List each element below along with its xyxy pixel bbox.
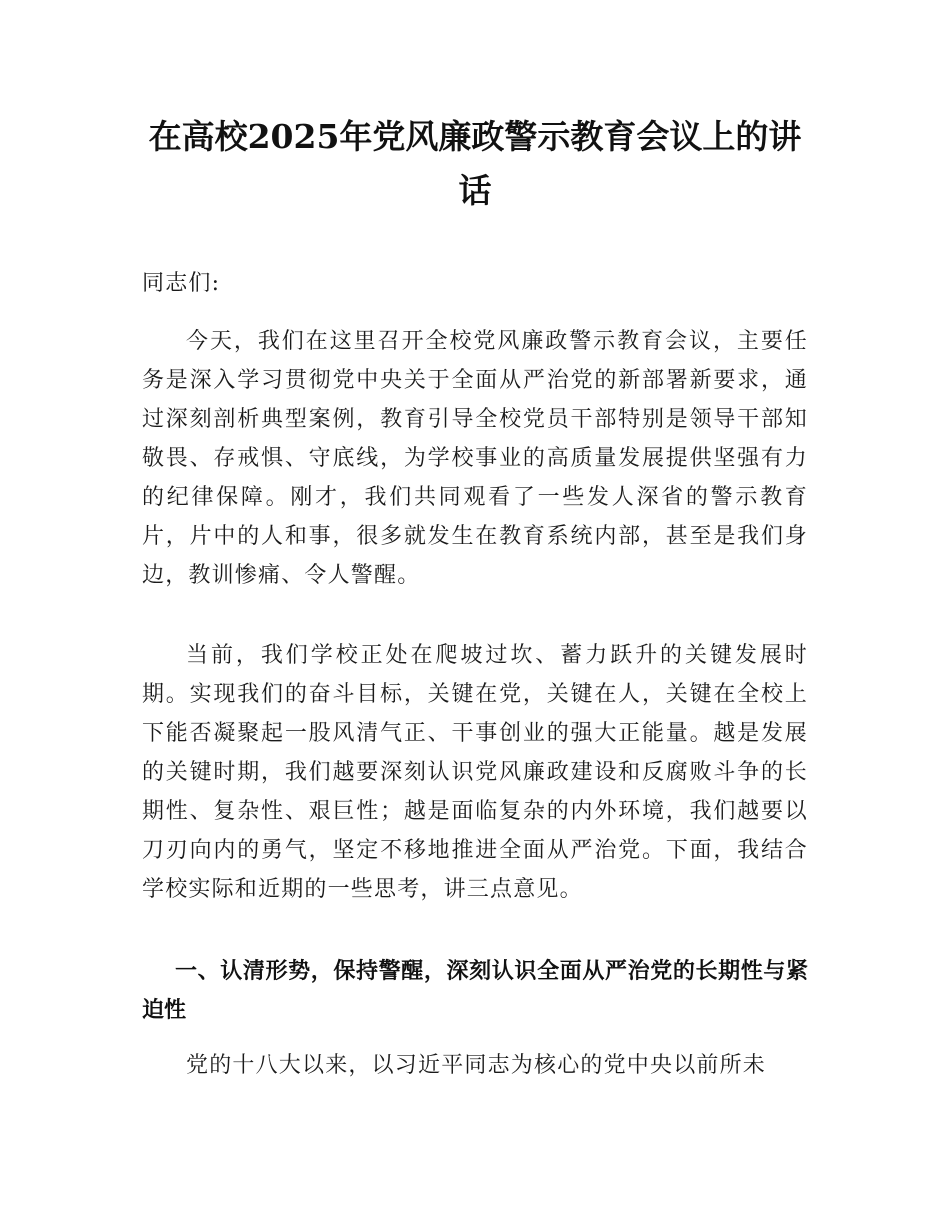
document-title: 在高校2025年党风廉政警示教育会议上的讲话	[148, 117, 802, 210]
paragraph-1: 今天，我们在这里召开全校党风廉政警示教育会议，主要任务是深入学习贯彻党中央关于全面从严治党的新部署新要求，通过深刻剖析典型案例，教育引导全校党员干部特别是领导干部知敬畏、存戒惧、守底线，为学校事业的高质量发展提供坚强有力的纪律保障。刚才，我们共同观看了一些发人深省的警示教育片，片中的人和事，很多就发生在教育系统内部，甚至是我们身边，教训惨痛、令人警醒。	[142, 329, 808, 588]
paragraph-2: 当前，我们学校正处在爬坡过坎、蓄力跃升的关键发展时期。实现我们的奋斗目标，关键在党，关键在人，关键在全校上下能否凝聚起一股风清气正、干事创业的强大正能量。越是发展的关键时期，我们越要深刻认识党风廉政建设和反腐败斗争的长期性、复杂性、艰巨性；越是面临复杂的内外环境，我们越要以刀刃向内的勇气，坚定不移地推进全面从严治党。下面，我结合学校实际和近期的一些思考，讲三点意见。	[142, 643, 808, 902]
paragraph-3: 党的十八大以来，以习近平同志为核心的党中央以前所未	[186, 1053, 767, 1078]
salutation: 同志们:	[142, 271, 221, 296]
section-heading-1: 一、认清形势，保持警醒，深刻认识全面从严治党的长期性与紧迫性	[142, 959, 808, 1023]
